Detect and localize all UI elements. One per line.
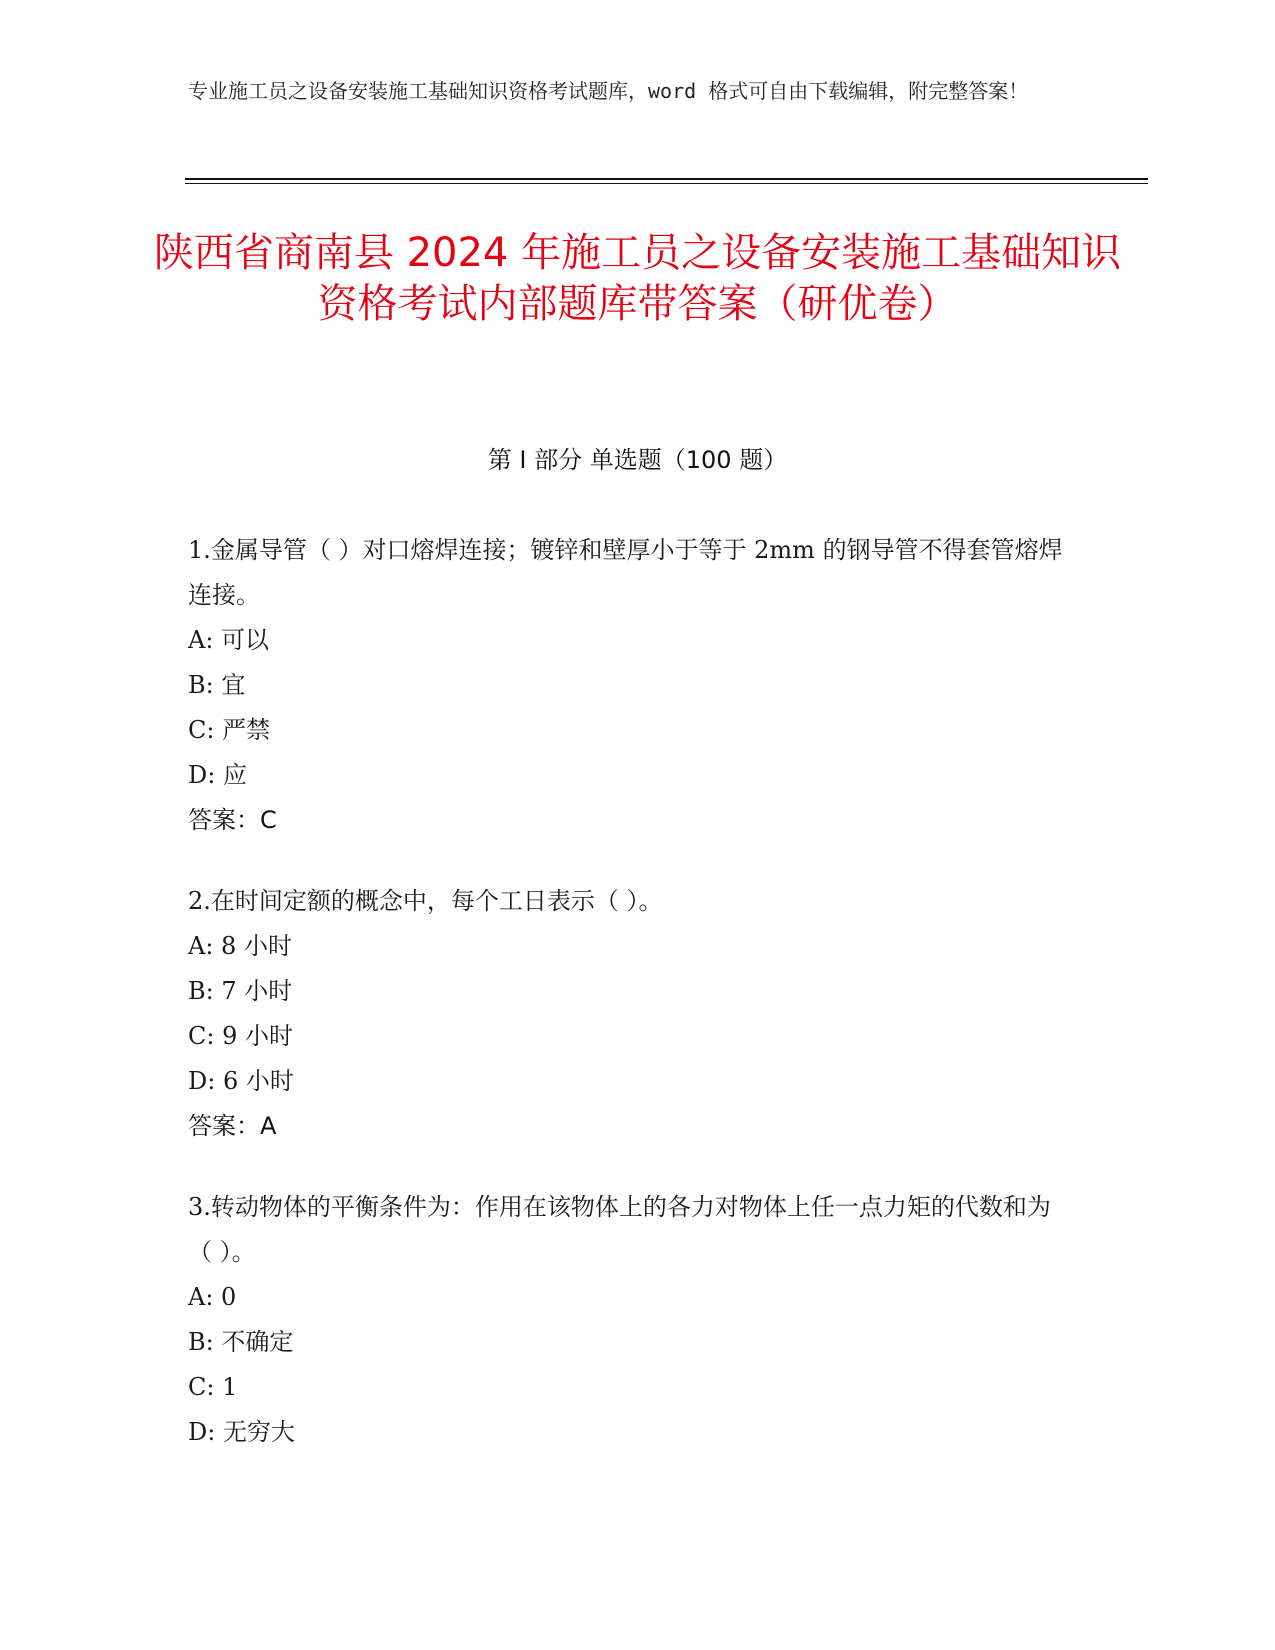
option-c: C: 严禁 xyxy=(188,716,271,744)
section-heading: 第 I 部分 单选题（100 题） xyxy=(487,446,788,474)
question-3 xyxy=(188,1185,1088,1455)
header-rule-thin xyxy=(185,183,1148,184)
option-c: C: 1 xyxy=(188,1373,238,1401)
option-a: A: 8 小时 xyxy=(188,932,292,960)
option-b: B: 宜 xyxy=(188,671,246,699)
question-2 xyxy=(188,879,1088,1149)
option-d: D: 应 xyxy=(188,761,247,789)
answer-line: 答案：C xyxy=(188,806,277,834)
question-stem: 1.金属导管（ ）对口熔焊连接；镀锌和壁厚小于等于 2mm 的钢导管不得套管熔焊连接。 xyxy=(188,536,1063,609)
option-d: D: 6 小时 xyxy=(188,1067,294,1095)
header-rule-thick xyxy=(185,178,1148,180)
option-c: C: 9 小时 xyxy=(188,1022,293,1050)
option-b: B: 7 小时 xyxy=(188,977,293,1005)
option-d: D: 无穷大 xyxy=(188,1418,295,1446)
option-b: B: 不确定 xyxy=(188,1328,294,1356)
header-note: 专业施工员之设备安装施工基础知识资格考试题库，word 格式可自由下载编辑，附完整答案！ xyxy=(188,79,1029,103)
option-a: A: 可以 xyxy=(188,626,270,654)
question-list xyxy=(188,528,1088,1491)
question-stem: 3.转动物体的平衡条件为：作用在该物体上的各力对物体上任一点力矩的代数和为（ ）。 xyxy=(188,1193,1051,1266)
question-1 xyxy=(188,528,1088,843)
option-a: A: 0 xyxy=(188,1283,237,1311)
answer-line: 答案：A xyxy=(188,1112,277,1140)
question-stem: 2.在时间定额的概念中，每个工日表示（ ）。 xyxy=(188,887,663,915)
document-title: 陕西省商南县 2024 年施工员之设备安装施工基础知识资格考试内部题库带答案（研优卷） xyxy=(153,230,1122,327)
